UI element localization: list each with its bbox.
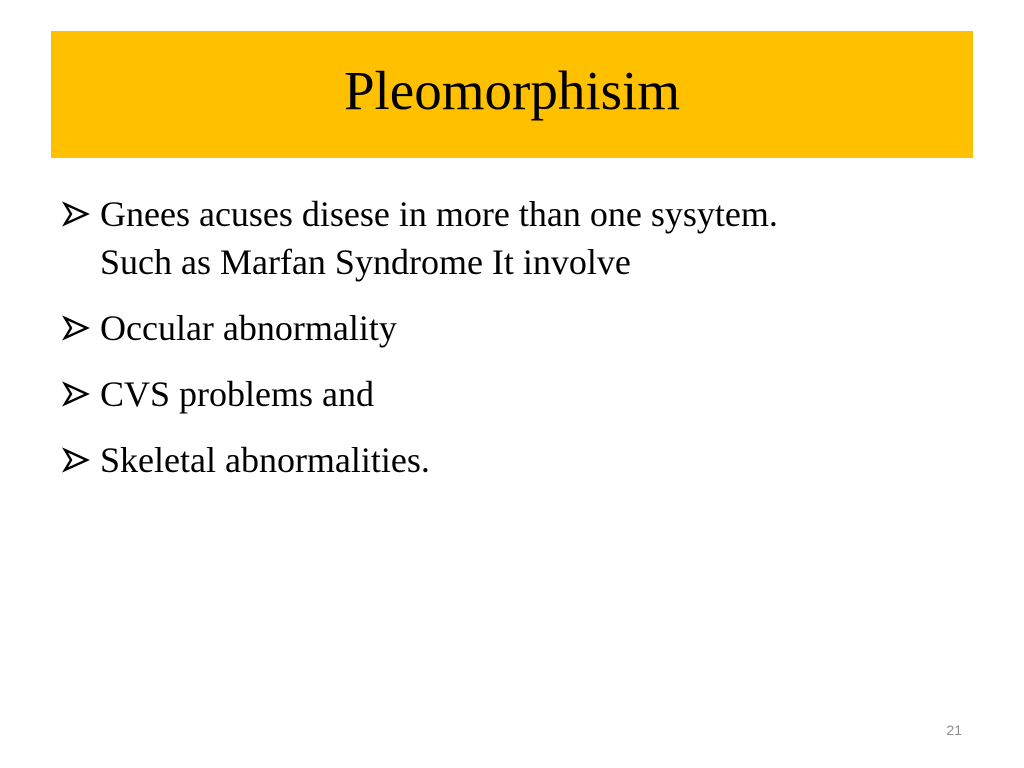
bullet-text: Occular abnormality: [100, 308, 397, 348]
arrowhead-bullet-icon: [62, 370, 100, 418]
bullet-item: [62, 190, 982, 286]
slide-number: 21: [946, 722, 962, 738]
bullet-text: Skeletal abnormalities.: [100, 440, 430, 480]
arrowhead-bullet-icon: [62, 436, 100, 484]
bullet-line: Such as Marfan Syndrome It involve: [100, 242, 631, 282]
bullet-line: Gnees acuses disese in more than one sysytem.: [100, 194, 778, 234]
bullet-item: [62, 436, 982, 484]
arrowhead-bullet-icon: [62, 304, 100, 352]
bullet-list: [62, 190, 982, 502]
title-bar: [51, 31, 973, 158]
bullet-item: [62, 370, 982, 418]
slide-title: Pleomorphisim: [343, 60, 681, 121]
bullet-item: [62, 304, 982, 352]
bullet-text: [100, 190, 982, 286]
arrowhead-bullet-icon: [62, 190, 100, 238]
bullet-text: CVS problems and: [100, 374, 374, 414]
